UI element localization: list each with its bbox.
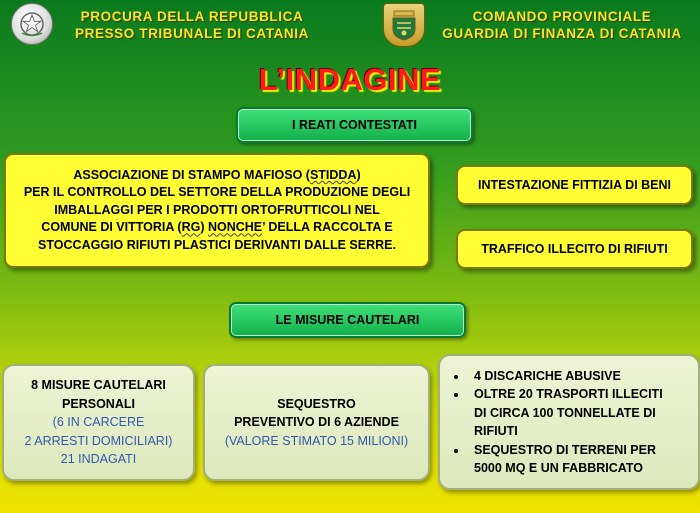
- intestazione-fittizia-box: [456, 165, 693, 205]
- sequestro-aziende-line3: (VALORE STIMATO 15 MILIONI): [224, 433, 409, 448]
- misure-personali-box: [2, 364, 195, 481]
- crest-icon: [389, 9, 419, 41]
- header-right-line2: GUARDIA DI FINANZA DI CATANIA: [442, 26, 682, 41]
- misure-cautelari-label: LE MISURE CAUTELARI: [275, 313, 420, 327]
- header-left-line2: PRESSO TRIBUNALE DI CATANIA: [75, 26, 309, 41]
- misure-personali-line3: (6 IN CARCERE: [52, 415, 145, 430]
- main-crime-line2: PER IL CONTROLLO DEL SETTORE DELLA PRODUZIONE DEGLI: [23, 185, 411, 200]
- page-title: L’INDAGINE: [258, 62, 442, 97]
- sequestro-aziende-line2: PREVENTIVO DI 6 AZIENDE: [234, 415, 399, 430]
- misure-personali-line1: 8 MISURE CAUTELARI: [31, 378, 166, 393]
- guardia-di-finanza-crest-icon: [383, 3, 425, 47]
- reati-contestati-button[interactable]: [236, 107, 473, 143]
- misure-personali-line2: PERSONALI: [62, 396, 135, 411]
- main-crime-line3: IMBALLAGGI PER I PRODOTTI ORTOFRUTTICOLI NEL: [54, 202, 380, 217]
- star-wheel-icon: [17, 9, 47, 39]
- main-crime-box: [4, 153, 430, 268]
- discariche-box: [438, 354, 700, 490]
- discariche-bullet-2: • OLTRE 20 TRASPORTI ILLECITI DI CIRCA 100 TONNELLATE DI RIFIUTI: [468, 385, 663, 441]
- discariche-bullet-3: • SEQUESTRO DI TERRENI PER 5000 MQ E UN FABBRICATO: [468, 441, 663, 478]
- reati-contestati-label: I REATI CONTESTATI: [292, 118, 417, 132]
- header-left-line1: PROCURA DELLA REPUBBLICA: [80, 9, 304, 24]
- intestazione-fittizia-label: INTESTAZIONE FITTIZIA DI BENI: [477, 178, 672, 192]
- traffico-illecito-label: TRAFFICO ILLECITO DI RIFIUTI: [481, 242, 668, 256]
- header-left-text: [58, 8, 326, 42]
- discariche-list: [450, 367, 663, 478]
- header-right-line1: COMANDO PROVINCIALE: [472, 9, 652, 24]
- sequestro-aziende-box: [203, 364, 430, 481]
- sequestro-aziende-line1: SEQUESTRO: [277, 396, 356, 411]
- main-crime-line1: ASSOCIAZIONE DI STAMPO MAFIOSO (STIDDA): [73, 167, 361, 182]
- header-right-text: [430, 8, 694, 42]
- misure-personali-line5: 21 INDAGATI: [60, 452, 137, 467]
- discariche-bullet-1: • 4 DISCARICHE ABUSIVE: [468, 367, 663, 386]
- main-crime-line5: STOCCAGGIO RIFIUTI PLASTICI DERIVANTI DALLE SERRE.: [38, 237, 396, 252]
- misure-personali-line4: 2 ARRESTI DOMICILIARI): [24, 433, 173, 448]
- main-crime-line4: COMUNE DI VITTORIA (RG) NONCHE’ DELLA RACCOLTA E: [41, 220, 393, 235]
- italian-republic-emblem-icon: [11, 3, 53, 45]
- traffico-illecito-box: [456, 229, 693, 269]
- misure-cautelari-button[interactable]: [229, 302, 466, 338]
